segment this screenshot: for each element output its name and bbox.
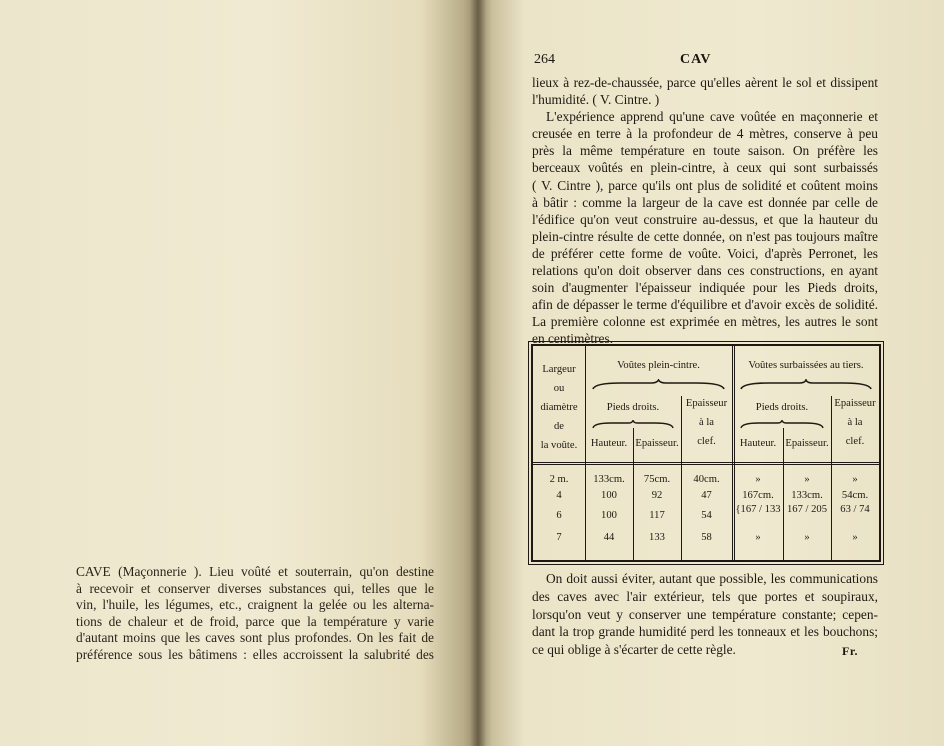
table-cell: » bbox=[804, 474, 810, 485]
body-line: près la même température en toute saison. On préfère les bbox=[532, 143, 878, 159]
subheader: Hauteur. bbox=[739, 438, 777, 449]
brace-icon bbox=[739, 379, 873, 389]
table-cell: 7 bbox=[556, 532, 562, 543]
body-line: creusée en terre à la profondeur de 4 mètres, conserve à peu bbox=[532, 126, 878, 142]
closing-paragraph bbox=[532, 570, 878, 659]
table-cell: 4 bbox=[556, 490, 562, 501]
table-cell: 44 bbox=[603, 532, 615, 543]
book-gutter bbox=[470, 0, 486, 746]
body-line: ce qui oblige à s'écarter de cette règle. bbox=[532, 642, 736, 658]
table-cell: 54cm. bbox=[841, 490, 869, 501]
table-cell: 6 bbox=[556, 510, 562, 521]
brace-icon bbox=[591, 379, 726, 389]
body-line: des caves avec l'air extérieur, tels que portes et soupiraux, bbox=[532, 588, 878, 604]
table-cell: 75cm. bbox=[643, 474, 671, 485]
table-cell: 47 bbox=[701, 490, 712, 501]
subheader: clef. bbox=[697, 436, 716, 447]
body-line: relations qu'on doit observer dans ces constructions, en ayant bbox=[532, 263, 878, 279]
subheader: Epaisseur bbox=[834, 398, 876, 409]
body-line: L'expérience apprend qu'une cave voûtée en maçonnerie et bbox=[546, 109, 878, 125]
body-line: afin de dépasser le terme d'équilibre et d'avoir excès de solidité. bbox=[532, 297, 878, 313]
body-line: soin d'augmenter l'épaisseur indiquée pour les Pieds droits, bbox=[532, 280, 878, 296]
table-cell: » bbox=[804, 532, 810, 543]
table-cell: 167cm. bbox=[742, 490, 774, 501]
body-line: en centimètres. bbox=[532, 331, 614, 347]
col-header: Largeur bbox=[542, 364, 576, 375]
col-header: ou bbox=[553, 383, 565, 394]
table-cell: 40cm. bbox=[693, 474, 720, 485]
body-line: de préférer cette forme de voûte. Voici, d'après Perronet, les bbox=[532, 245, 878, 261]
table-cell: 54 bbox=[701, 510, 712, 521]
table-cell: 2 m. bbox=[549, 474, 569, 485]
subheader: Epaisseur. bbox=[635, 438, 679, 449]
running-head bbox=[534, 52, 874, 68]
cave-entry-text bbox=[76, 564, 434, 664]
table-cell: » bbox=[755, 532, 761, 543]
body-line: ( V. Cintre ), parce qu'ils ont plus de solidité et coûtent moins bbox=[532, 177, 878, 193]
group-title: Voûtes surbaissées au tiers. bbox=[748, 360, 864, 371]
brace-icon bbox=[591, 420, 675, 430]
subheader: Epaisseur bbox=[685, 398, 728, 409]
subheader: Hauteur. bbox=[590, 438, 628, 449]
table-cell: 133cm. bbox=[593, 474, 625, 485]
table-cell: 100 bbox=[601, 510, 617, 521]
body-line: La première colonne est exprimée en mètres, les autres le sont bbox=[532, 314, 878, 330]
table-cell: 100 bbox=[601, 490, 617, 501]
subheader: Pieds droits. bbox=[755, 402, 809, 413]
body-line: lieux à rez-de-chaussée, parce qu'elles aèrent le sol et dissipent bbox=[532, 75, 878, 90]
author-signature: Fr. bbox=[842, 644, 859, 658]
subheader: à la bbox=[699, 417, 714, 428]
table-cell: 167 / 205 bbox=[786, 504, 828, 515]
table-cell: » bbox=[755, 474, 761, 485]
vault-dimensions-table bbox=[531, 344, 881, 562]
entry-line: CAVE (Maçonnerie ). Lieu voûté et souterrain, qu'on destine bbox=[76, 564, 434, 579]
body-line: dant la trop grande humidité perd les tonneaux et les bouchons; bbox=[532, 624, 878, 640]
body-line: lorsqu'on veut y conserver une température constante; cepen- bbox=[532, 606, 878, 622]
body-line: plein-cintre résulte de cette donnée, on n'est pas toujours maître bbox=[532, 228, 878, 244]
table-cell: 58 bbox=[701, 532, 712, 543]
body-line: berceaux voûtés en plein-cintre, à ceux qui sont surbaissés bbox=[532, 160, 878, 176]
table-cell: {167 / 133 bbox=[735, 504, 781, 515]
subheader: clef. bbox=[845, 436, 865, 447]
table-cell: 133 bbox=[649, 532, 665, 543]
subheader: Pieds droits. bbox=[606, 402, 660, 413]
brace-icon bbox=[739, 420, 825, 430]
entry-line: d'autant moins que les caves sont plus profondes. On les fait de bbox=[76, 630, 434, 646]
table-cell: 133cm. bbox=[791, 490, 823, 501]
col-header: la voûte. bbox=[540, 440, 578, 451]
entry-line: tions de chaleur et de froid, parce que la température y varie bbox=[76, 613, 434, 629]
running-title: CAV bbox=[680, 52, 712, 67]
body-line: On doit aussi éviter, autant que possible, les communications bbox=[546, 571, 878, 586]
body-line: à bâtir : comme la largeur de la cave est donnée par celle de bbox=[532, 194, 878, 210]
entry-line: à recevoir et conserver diverses substances qui, telles que le bbox=[76, 580, 434, 596]
body-line: l'humidité. ( V. Cintre. ) bbox=[532, 92, 660, 108]
entry-line: préférence sous les bâtimens : elles accroissent la salubrité des bbox=[76, 646, 434, 662]
page-number: 264 bbox=[534, 52, 555, 67]
table-cell: 63 / 74 bbox=[840, 504, 870, 515]
body-text bbox=[532, 74, 878, 348]
table-cell: 117 bbox=[649, 510, 665, 521]
group-title: Voûtes plein-cintre. bbox=[617, 360, 700, 371]
table-cell: 92 bbox=[651, 490, 663, 501]
subheader: Epaisseur. bbox=[785, 438, 829, 449]
col-header: diamètre bbox=[540, 402, 578, 413]
col-header: de bbox=[554, 421, 564, 432]
table-cell: » bbox=[852, 474, 858, 485]
entry-line: vin, l'huile, les légumes, etc., craignent la gelée ou les alterna- bbox=[76, 597, 434, 613]
subheader: à la bbox=[847, 417, 863, 428]
table-cell: » bbox=[852, 532, 858, 543]
body-line: l'édifice qu'on veut construire au-dessus, et que la hauteur du bbox=[532, 211, 878, 227]
